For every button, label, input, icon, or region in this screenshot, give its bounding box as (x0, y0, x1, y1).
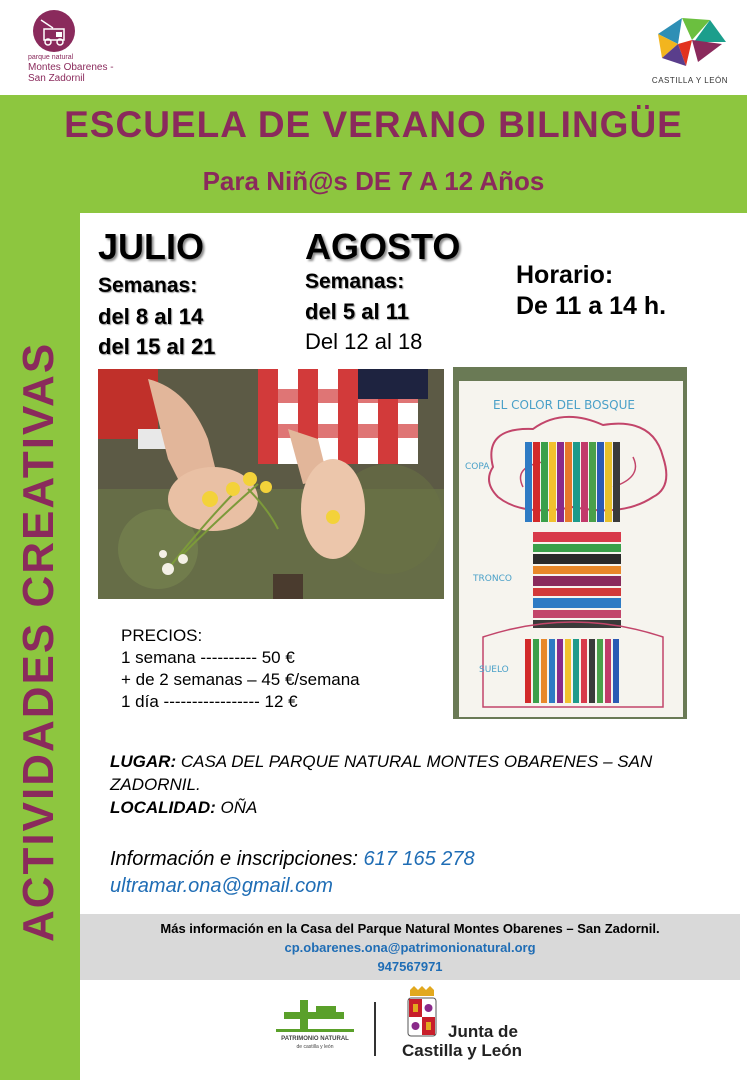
julio-week-2: del 15 al 21 (98, 334, 216, 359)
photo-hands-flowers (98, 369, 444, 599)
castilla-leon-star-icon (648, 14, 732, 74)
julio-weeks-label: Semanas: (98, 274, 198, 297)
agosto-week-1: del 5 al 11 (305, 299, 409, 324)
logo-divider (374, 1002, 376, 1056)
horario-value: De 11 a 14 h. (516, 292, 667, 320)
contact-email[interactable]: ultramar.ona@gmail.com (110, 875, 333, 897)
more-info-phone[interactable]: 947567971 (377, 959, 443, 974)
contact-phone[interactable]: 617 165 278 (357, 848, 475, 870)
agosto-heading: AGOSTO (305, 226, 461, 267)
julio-heading: JULIO (98, 226, 205, 267)
park-logo (28, 10, 138, 90)
side-label: ACTIVIDADES CREATIVAS (14, 341, 63, 942)
park-logo-icon (33, 10, 75, 52)
junta-logo (402, 986, 532, 1060)
price-item: 1 semana ---------- 50 € (121, 648, 295, 667)
junta-line-2: Castilla y León (402, 1041, 522, 1060)
patrimonio-tree-icon (270, 996, 360, 1036)
more-info-box (80, 914, 740, 980)
castilla-leon-caption: CASTILLA Y LEÓN (651, 76, 729, 85)
drawing-label-tronco: TRONCO (473, 574, 512, 584)
lugar-label: LUGAR: (110, 752, 177, 771)
localidad-label: LOCALIDAD: (110, 798, 216, 817)
horario (516, 260, 666, 322)
drawing-label-copa: COPA (465, 462, 490, 472)
patrimonio-natural-logo: PATRIMONIO NATURAL de castilla y león (270, 996, 360, 1056)
contact-label: Información e inscripciones: (110, 848, 358, 870)
contact-line (110, 848, 475, 871)
coat-of-arms-icon (402, 986, 442, 1042)
page-title: ESCUELA DE VERANO BILINGÜE (64, 104, 683, 145)
lugar-value: CASA DEL PARQUE NATURAL MONTES OBARENES – SAN ZADORNIL. (110, 752, 653, 794)
localidad-value: OÑA (215, 798, 258, 817)
prices-heading: PRECIOS: (121, 626, 203, 645)
horario-label: Horario: (516, 261, 614, 289)
more-info-text: Más información en la Casa del Parque Natural Montes Obarenes – San Zadornil. (160, 921, 660, 936)
location-block (110, 750, 700, 819)
agosto-weeks-label: Semanas: (305, 270, 405, 293)
photo-tree-drawing (453, 367, 687, 719)
price-item: + de 2 semanas – 45 €/semana (121, 670, 360, 689)
drawing-title: EL COLOR DEL BOSQUE (493, 398, 635, 412)
castilla-leon-logo (648, 14, 732, 90)
park-logo-sub: parque natural (28, 54, 74, 61)
park-logo-name: Montes Obarenes - San Zadornil (28, 62, 114, 84)
price-item: 1 día ----------------- 12 € (121, 692, 298, 711)
drawing-label-suelo: SUELO (479, 665, 509, 675)
junta-line-1: Junta de (448, 1022, 518, 1041)
julio-week-1: del 8 al 14 (98, 304, 204, 329)
more-info-email[interactable]: cp.obarenes.ona@patrimonionatural.org (284, 940, 536, 955)
page-subtitle: Para Niñ@s DE 7 A 12 Años (202, 166, 545, 196)
agosto-week-2: Del 12 al 18 (305, 329, 423, 354)
prices-block (121, 625, 360, 713)
